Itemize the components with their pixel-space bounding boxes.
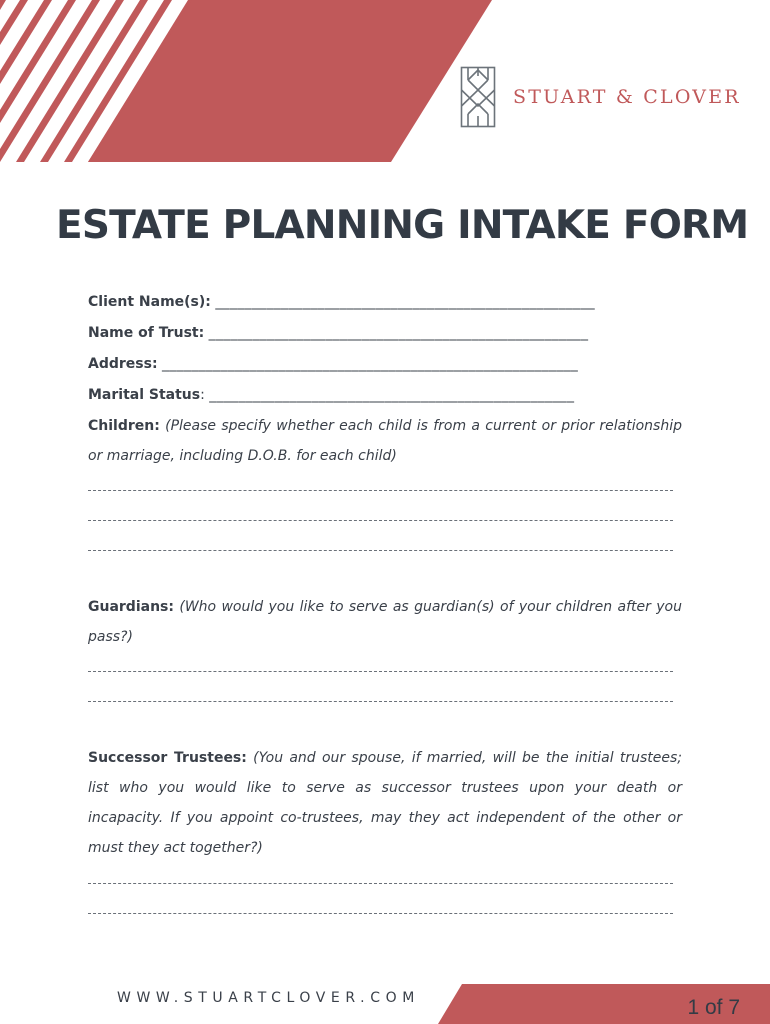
successor-trustees-instructions: (You and our spouse, if married, will be the initial trustees; list who you would like to serve as successor trustees upon your death or incapacity. If you appoint co-trustees, may they act independent of the other or must they act together?) <box>88 750 682 856</box>
children-line-3[interactable] <box>88 550 673 551</box>
children-instructions: (Please specify whether each child is from a current or prior relationship or marriage, including D.O.B. for each child) <box>88 418 682 464</box>
page-number: 1 of 7 <box>687 996 740 1019</box>
guardians-instructions: (Who would you like to serve as guardian(s) of your children after you pass?) <box>88 599 682 645</box>
client-name-field[interactable] <box>88 292 688 312</box>
marital-status-label: Marital Status <box>88 387 201 403</box>
guardians-line-1[interactable] <box>88 671 673 672</box>
guardians-line-2[interactable] <box>88 701 673 702</box>
client-name-label: Client Name(s): <box>88 294 211 310</box>
marital-status-colon: : <box>200 387 205 403</box>
successor-trustees-label: Successor Trustees: <box>88 750 247 766</box>
trustees-line-1[interactable] <box>88 883 673 884</box>
client-name-blank: ____________________________________________________ <box>215 294 595 310</box>
trustees-line-2[interactable] <box>88 913 673 914</box>
children-line-1[interactable] <box>88 490 673 491</box>
guardians-label: Guardians: <box>88 599 174 615</box>
children-section <box>88 411 682 471</box>
marital-status-blank: __________________________________________________ <box>209 387 575 403</box>
children-label: Children: <box>88 418 160 434</box>
trust-name-field[interactable] <box>88 323 688 343</box>
header-banner <box>0 0 500 162</box>
address-label: Address: <box>88 356 158 372</box>
form-title: ESTATE PLANNING INTAKE FORM <box>56 203 749 248</box>
marital-status-field[interactable] <box>88 385 688 405</box>
address-blank: _________________________________________________________ <box>162 356 579 372</box>
address-field[interactable] <box>88 354 688 374</box>
trust-name-label: Name of Trust: <box>88 325 205 341</box>
children-line-2[interactable] <box>88 520 673 521</box>
guardians-section <box>88 592 682 652</box>
lattice-monogram-icon <box>460 66 496 128</box>
trust-name-blank: ____________________________________________________ <box>208 325 589 341</box>
brand-name: STUART & CLOVER <box>513 86 741 108</box>
footer-url[interactable]: WWW.STUARTCLOVER.COM <box>117 990 420 1006</box>
successor-trustees-section <box>88 743 682 863</box>
